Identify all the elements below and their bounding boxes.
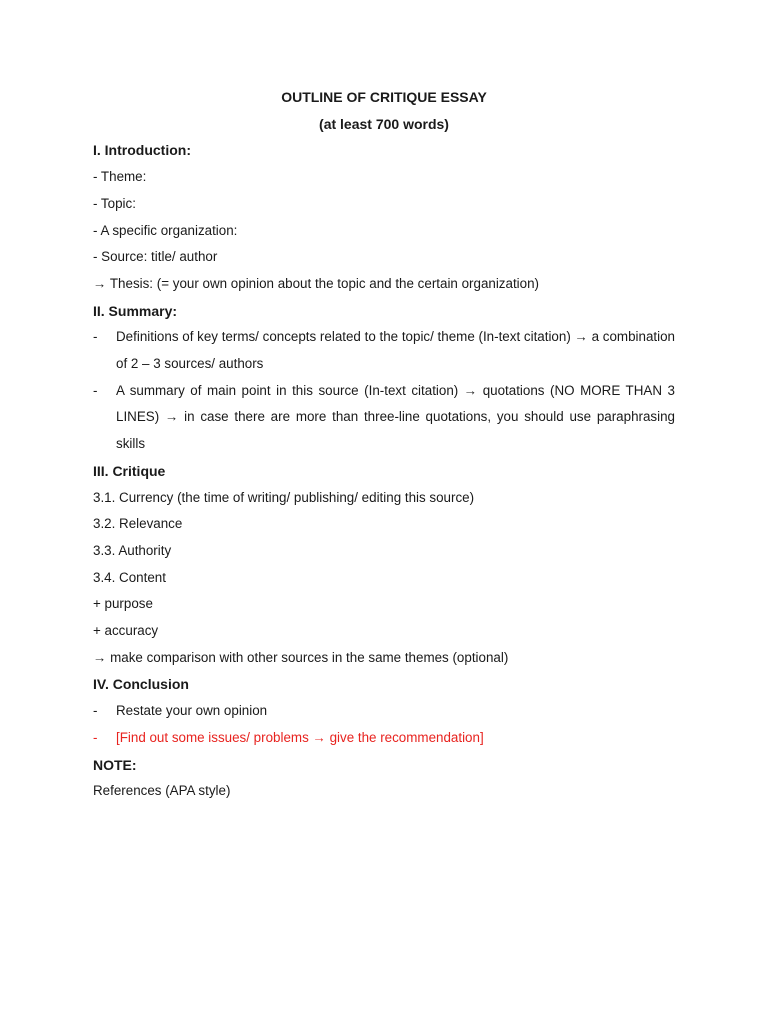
conclusion-item-issues: [93, 725, 675, 752]
list-dash: -: [93, 382, 98, 398]
list-dash: -: [93, 729, 98, 745]
document-subtitle: (at least 700 words): [319, 115, 449, 132]
intro-theme: - Theme:: [93, 169, 147, 185]
intro-heading: I. Introduction:: [93, 142, 191, 159]
intro-organization: - A specific organization:: [93, 222, 238, 238]
summary-heading: II. Summary:: [93, 302, 178, 319]
note-heading: NOTE:: [93, 756, 137, 773]
critique-relevance: 3.2. Relevance: [93, 516, 183, 532]
critique-authority: 3.3. Authority: [93, 542, 172, 558]
summary-item-definitions: [93, 324, 675, 377]
conclusion-item-text: [Find out some issues/ problems → give the recommendation]: [116, 729, 484, 745]
conclusion-heading: IV. Conclusion: [93, 676, 189, 693]
conclusion-item-text: Restate your own opinion: [116, 703, 268, 719]
critique-content: 3.4. Content: [93, 569, 166, 585]
list-dash: -: [93, 329, 98, 345]
critique-purpose: + purpose: [93, 596, 153, 612]
intro-thesis: → Thesis: (= your own opinion about the topic and the certain organization): [93, 275, 540, 291]
summary-item-main-point: [93, 378, 675, 458]
critique-heading: III. Critique: [93, 462, 166, 479]
critique-currency: 3.1. Currency (the time of writing/ publishing/ editing this source): [93, 489, 475, 505]
intro-topic: - Topic:: [93, 195, 136, 211]
conclusion-item-restate: [93, 698, 675, 725]
document-page: [93, 84, 675, 805]
summary-item-text: Definitions of key terms/ concepts related to the topic/ theme (In-text citation) → a combination of 2 – 3 sources/ authors: [116, 329, 675, 372]
critique-comparison: → make comparison with other sources in the same themes (optional): [93, 649, 509, 665]
critique-accuracy: + accuracy: [93, 623, 159, 639]
list-dash: -: [93, 703, 98, 719]
intro-source: - Source: title/ author: [93, 249, 218, 265]
summary-item-text: A summary of main point in this source (In-text citation) → quotations (NO MORE THAN 3 LINES) → in case there are more than three-line quotations, you should use paraphrasing skills: [116, 382, 675, 452]
document-title: OUTLINE OF CRITIQUE ESSAY: [281, 89, 487, 105]
note-references: References (APA style): [93, 783, 231, 799]
